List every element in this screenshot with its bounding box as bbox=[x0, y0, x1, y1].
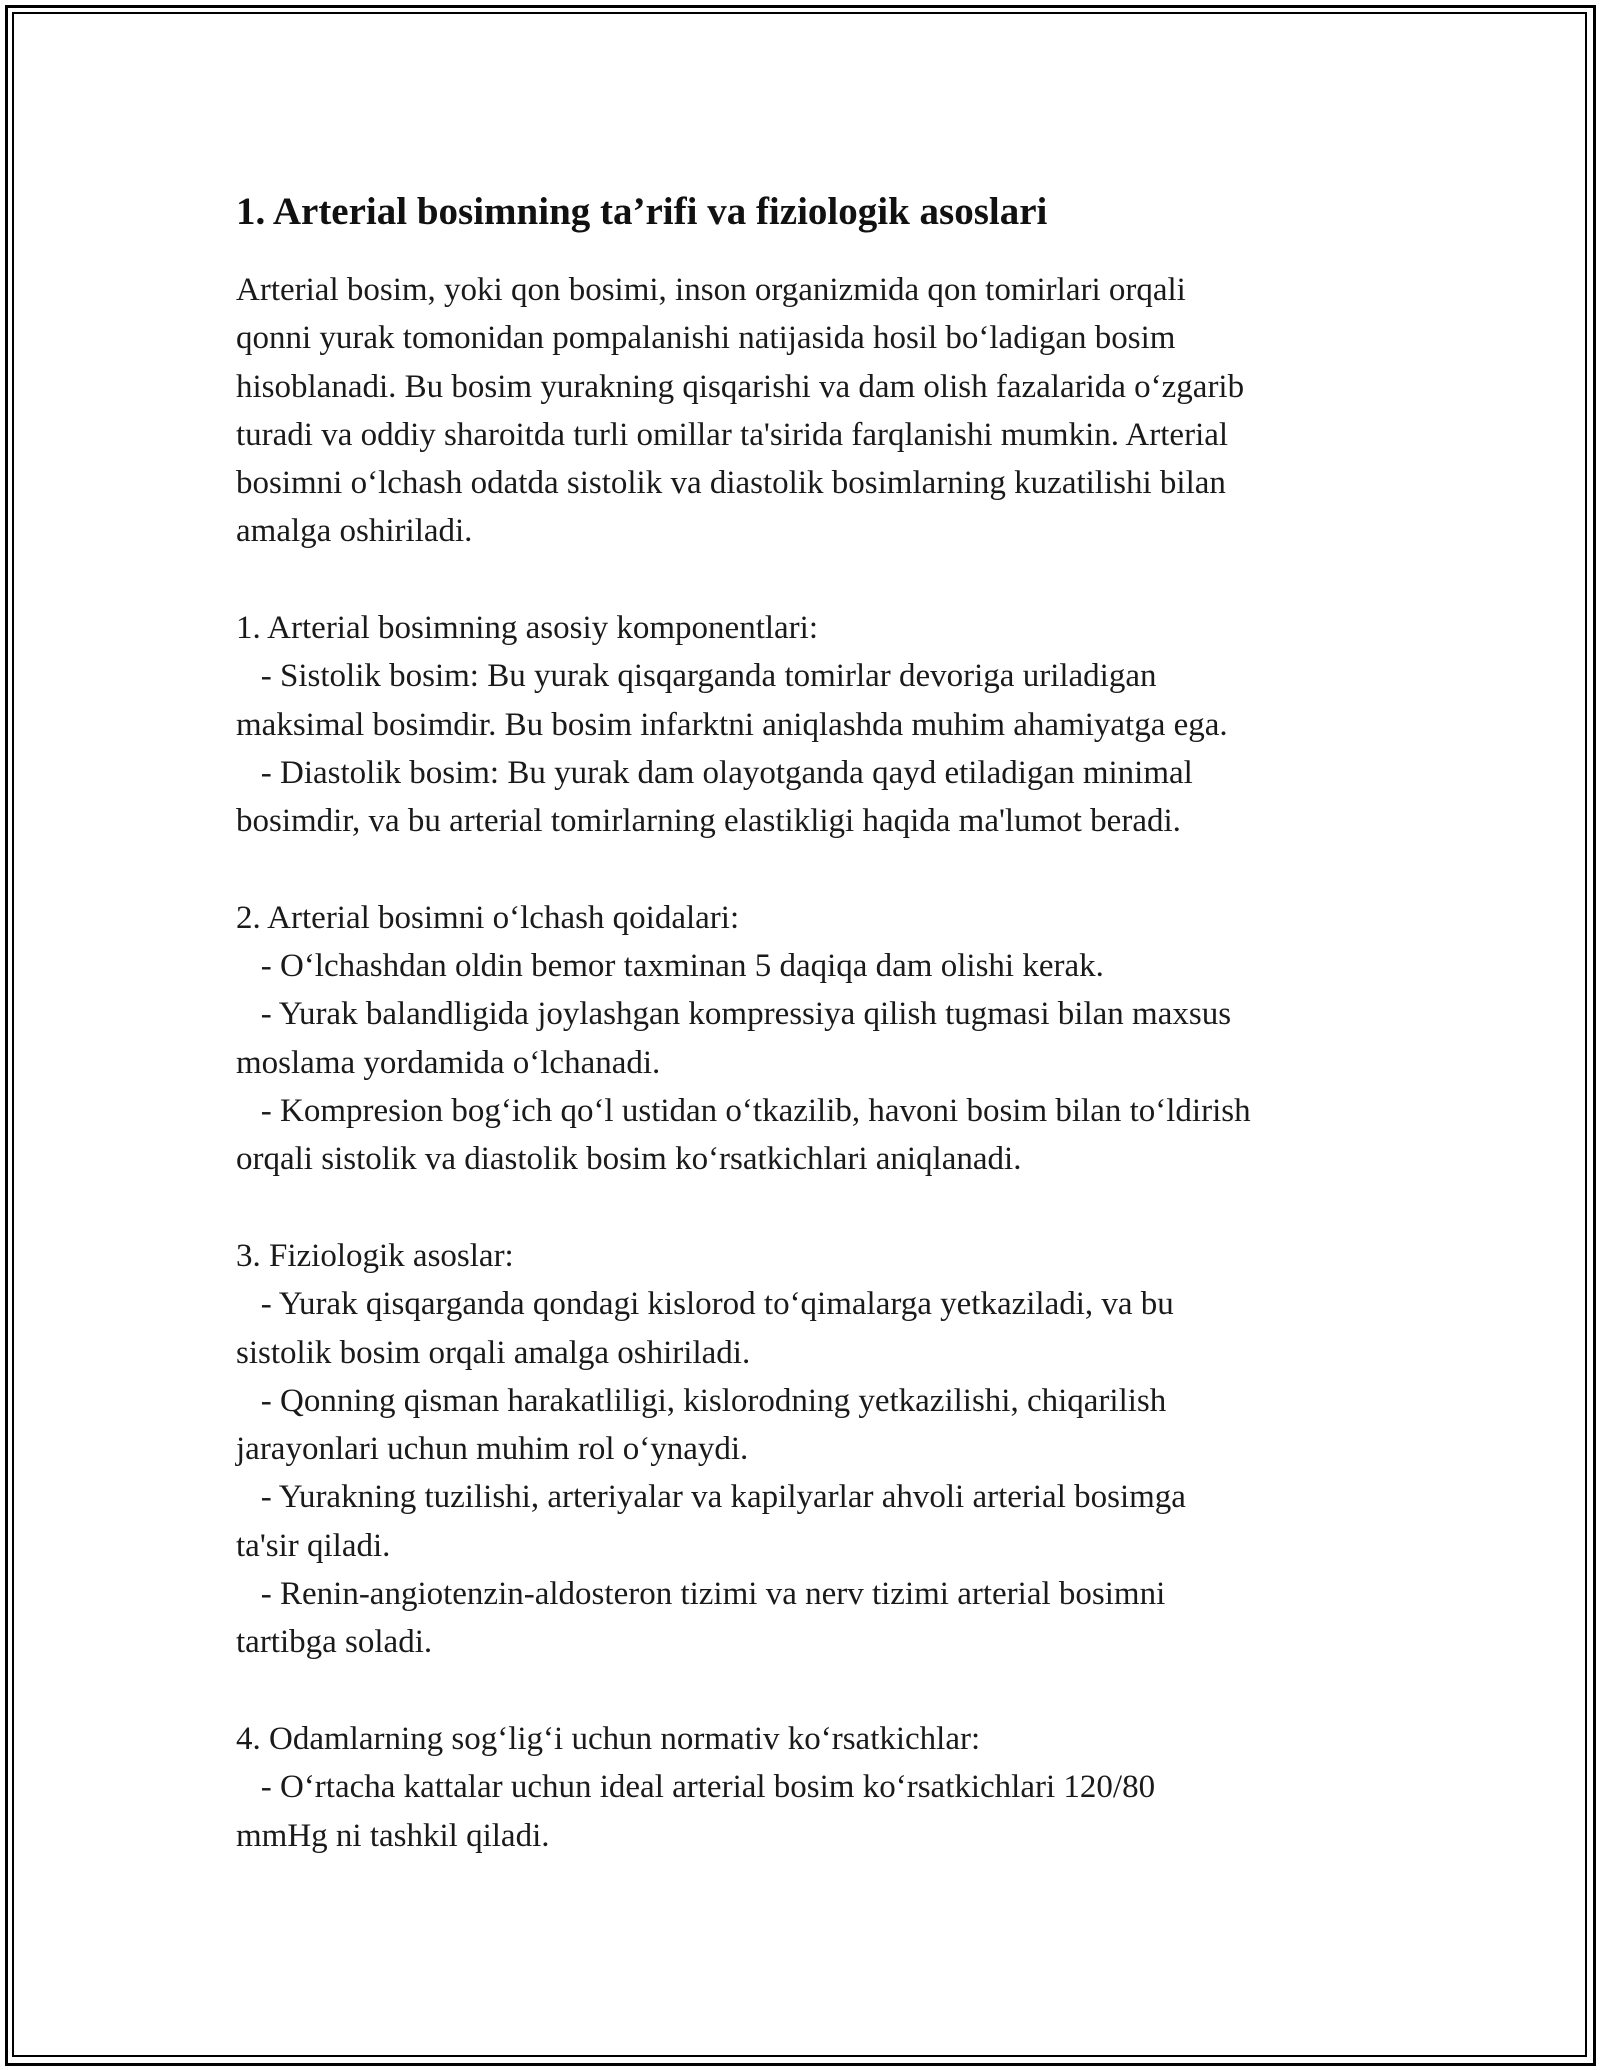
text-line: - O‘rtacha kattalar uchun ideal arterial bosim ko‘rsatkichlari 120/80 bbox=[236, 1769, 1156, 1806]
text-line: - Yurak qisqarganda qondagi kislorod to‘qimalarga yetkaziladi, va bu bbox=[236, 1286, 1174, 1323]
text-line: - Sistolik bosim: Bu yurak qisqarganda tomirlar devoriga uriladigan bbox=[236, 658, 1157, 695]
text-line: tartibga soladi. bbox=[236, 1624, 433, 1661]
text-line: hisoblanadi. Bu bosim yurakning qisqarishi va dam olish fazalarida o‘zgarib bbox=[236, 368, 1245, 405]
text-line: amalga oshiriladi. bbox=[236, 513, 473, 550]
text-line: - Kompresion bog‘ich qo‘l ustidan o‘tkazilib, havoni bosim bilan to‘ldirish bbox=[236, 1093, 1251, 1130]
blank-line bbox=[236, 846, 1386, 894]
text-line: moslama yordamida o‘lchanadi. bbox=[236, 1044, 661, 1081]
text-line: sistolik bosim orqali amalga oshiriladi. bbox=[236, 1334, 751, 1371]
text-line: 2. Arterial bosimni o‘lchash qoidalari: bbox=[236, 899, 740, 936]
text-line: 1. Arterial bosimning asosiy komponentlari: bbox=[236, 610, 819, 647]
text-line: ta'sir qiladi. bbox=[236, 1527, 391, 1564]
text-line: turadi va oddiy sharoitda turli omillar ta'sirida farqlanishi mumkin. Arterial bbox=[236, 416, 1229, 453]
text-line: jarayonlari uchun muhim rol o‘ynaydi. bbox=[236, 1431, 749, 1468]
text-line: - Qonning qisman harakatliligi, kislorodning yetkazilishi, chiqarilish bbox=[236, 1382, 1167, 1419]
text-line: 4. Odamlarning sog‘lig‘i uchun normativ ko‘rsatkichlar: bbox=[236, 1720, 981, 1757]
document-title: 1. Arterial bosimning ta’rifi va fiziologik asoslari bbox=[236, 190, 1048, 233]
document-page bbox=[236, 186, 1386, 1860]
text-line: - O‘lchashdan oldin bemor taxminan 5 daqiqa dam olishi kerak. bbox=[236, 948, 1104, 985]
text-line: - Yurakning tuzilishi, arteriyalar va kapilyarlar ahvoli arterial bosimga bbox=[236, 1479, 1186, 1516]
text-line: mmHg ni tashkil qiladi. bbox=[236, 1817, 550, 1854]
blank-line bbox=[236, 1184, 1386, 1232]
text-line: Arterial bosim, yoki qon bosimi, inson organizmida qon tomirlari orqali bbox=[236, 272, 1186, 308]
text-line: bosimni o‘lchash odatda sistolik va diastolik bosimlarning kuzatilishi bilan bbox=[236, 465, 1226, 502]
text-line: maksimal bosimdir. Bu bosim infarktni aniqlashda muhim ahamiyatga ega. bbox=[236, 706, 1228, 743]
blank-line bbox=[236, 556, 1386, 604]
text-line: - Renin-angiotenzin-aldosteron tizimi va nerv tizimi arterial bosimni bbox=[236, 1576, 1166, 1613]
text-line: bosimdir, va bu arterial tomirlarning elastikligi haqida ma'lumot beradi. bbox=[236, 803, 1181, 840]
document-body bbox=[236, 266, 1386, 1860]
text-line: 3. Fiziologik asoslar: bbox=[236, 1237, 514, 1274]
blank-line bbox=[236, 1667, 1386, 1715]
text-line: - Diastolik bosim: Bu yurak dam olayotganda qayd etiladigan minimal bbox=[236, 754, 1193, 791]
text-line: orqali sistolik va diastolik bosim ko‘rsatkichlari aniqlanadi. bbox=[236, 1141, 1022, 1178]
text-line: - Yurak balandligida joylashgan kompressiya qilish tugmasi bilan maxsus bbox=[236, 996, 1232, 1033]
text-line: qonni yurak tomonidan pompalanishi natijasida hosil bo‘ladigan bosim bbox=[236, 320, 1176, 357]
